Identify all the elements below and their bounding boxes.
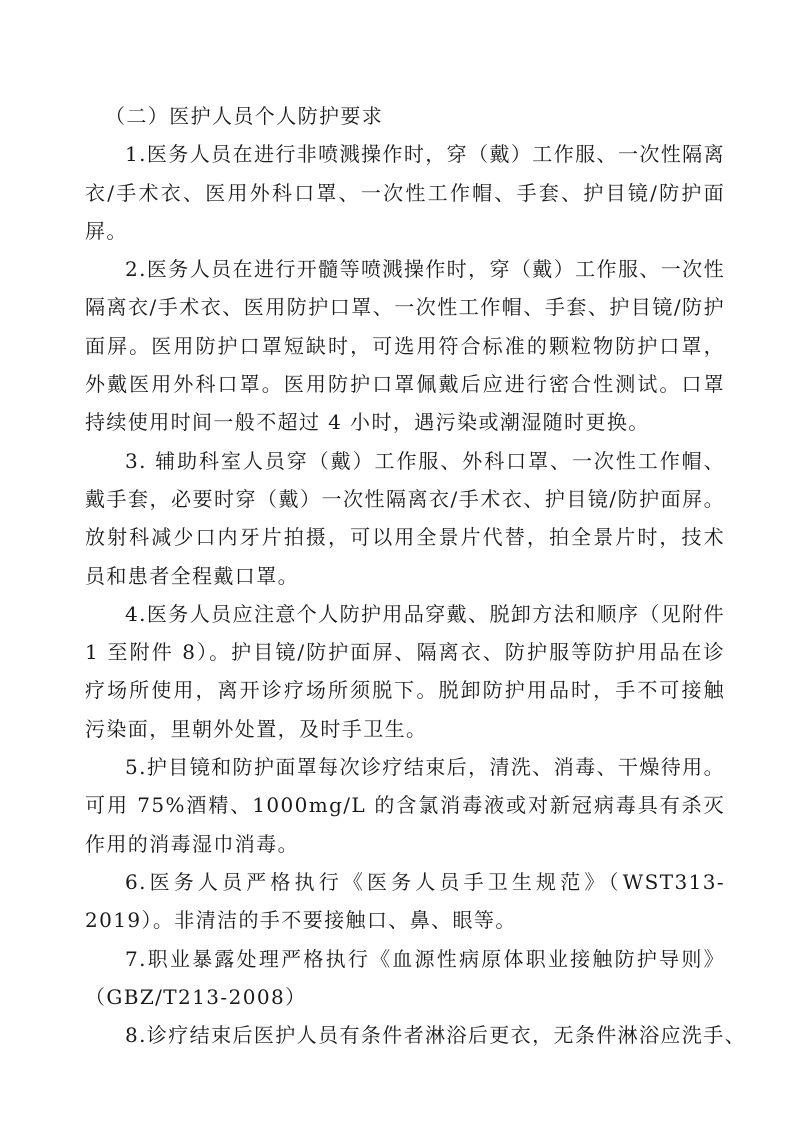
paragraph-4: 4.医务人员应注意个人防护用品穿戴、脱卸方法和顺序（见附件 1 至附件 8）。护目镜/防护面屏、隔离衣、防护服等防护用品在诊疗场所使用，离开诊疗场所须脱下。脱卸防护用品时，手不可接触污染面，里朝外处置，及时手卫生。	[85, 601, 725, 741]
paragraph-8: 8.诊疗结束后医护人员有条件者淋浴后更衣，无条件淋浴应洗手、	[125, 1023, 747, 1048]
paragraph-1: 1.医务人员在进行非喷溅操作时，穿（戴）工作服、一次性隔离衣/手术衣、医用外科口罩、一次性工作帽、手套、护目镜/防护面屏。	[85, 142, 725, 243]
paragraph-6: 6.医务人员严格执行《医务人员手卫生规范》（WST313-2019）。非清洁的手不要接触口、鼻、眼等。	[85, 869, 725, 933]
document-body	[85, 97, 747, 1054]
paragraph-5: 5.护目镜和防护面罩每次诊疗结束后，清洗、消毒、干燥待用。可用 75%酒精、1000mg/L 的含氯消毒液或对新冠病毒具有杀灭作用的消毒湿巾消毒。	[85, 755, 725, 856]
section-heading: （二）医护人员个人防护要求	[105, 104, 384, 128]
paragraph-2: 2.医务人员在进行开髓等喷溅操作时，穿（戴）工作服、一次性隔离衣/手术衣、医用防护口罩、一次性工作帽、手套、护目镜/防护面屏。医用防护口罩短缺时，可选用符合标准的颗粒物防护口罩，外戴医用外科口罩。医用防护口罩佩戴后应进行密合性测试。口罩持续使用时间一般不超过 4 小时，遇污染或潮湿随时更换。	[85, 257, 725, 435]
paragraph-3: 3. 辅助科室人员穿（戴）工作服、外科口罩、一次性工作帽、戴手套，必要时穿（戴）一次性隔离衣/手术衣、护目镜/防护面屏。放射科减少口内牙片拍摄，可以用全景片代替，拍全景片时，技术员和患者全程戴口罩。	[85, 448, 725, 588]
paragraph-7: 7.职业暴露处理严格执行《血源性病原体职业接触防护导则》（GBZ/T213-2008）	[85, 946, 725, 1009]
